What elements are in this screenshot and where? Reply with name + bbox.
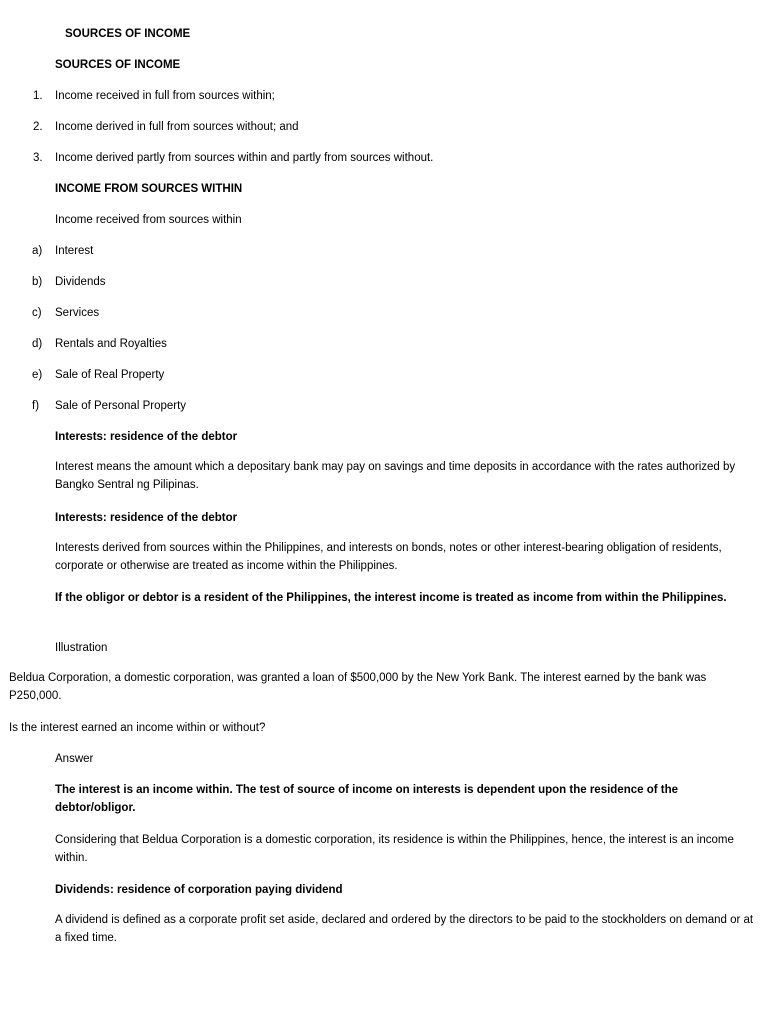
list-marker: f): [32, 400, 40, 412]
list-item-text: Interest: [55, 245, 94, 257]
interest-heading: Interests: residence of the debtor: [55, 431, 238, 443]
list-marker: 2.: [33, 121, 43, 133]
interest-within-paragraph: Interests derived from sources within the Philippines, and interests on bonds, notes or other interest-bearing obligation of residents, corporate or otherwise are treated as income within the Philippines.: [55, 542, 722, 572]
interest-definition-paragraph: Interest means the amount which a depositary bank may pay on savings and time deposits in accordance with the rates authorized by Bangko Sentral ng Pilipinas.: [55, 461, 736, 491]
interest-rule-paragraph: If the obligor or debtor is a resident of the Philippines, the interest income is treated as income from within the Philippines.: [55, 592, 727, 604]
received-within-label: Income received from sources within: [55, 214, 242, 226]
answer-paragraph: The interest is an income within. The test of source of income on interests is dependent upon the residence of the debtor/obligor.: [55, 784, 679, 814]
section-heading-within: INCOME FROM SOURCES WITHIN: [55, 183, 243, 195]
list-item-text: Income derived in full from sources without; and: [55, 121, 299, 133]
list-marker: 3.: [33, 152, 43, 164]
list-marker: e): [32, 369, 43, 381]
interest-heading: Interests: residence of the debtor: [55, 512, 238, 524]
list-item-text: Sale of Real Property: [55, 369, 165, 381]
list-item-text: Sale of Personal Property: [55, 400, 187, 412]
list-marker: b): [32, 276, 43, 288]
list-marker: d): [32, 338, 43, 350]
question-paragraph: Is the interest earned an income within or without?: [9, 722, 266, 734]
list-item-text: Dividends: [55, 276, 106, 288]
dividends-heading: Dividends: residence of corporation paying dividend: [55, 884, 343, 896]
list-marker: 1.: [33, 90, 43, 102]
answer-label: Answer: [55, 753, 94, 765]
considering-paragraph: Considering that Beldua Corporation is a domestic corporation, its residence is within the Philippines, hence, the interest is an income within.: [55, 834, 734, 864]
document-title: SOURCES OF INCOME: [65, 28, 191, 40]
document-subtitle: SOURCES OF INCOME: [55, 59, 181, 71]
list-marker: c): [32, 307, 42, 319]
list-item-text: Rentals and Royalties: [55, 338, 167, 350]
list-item-text: Services: [55, 307, 100, 319]
dividends-definition-paragraph: A dividend is defined as a corporate profit set aside, declared and ordered by the directors to be paid to the stockholders on demand or at a fixed time.: [55, 914, 754, 944]
illustration-paragraph: Beldua Corporation, a domestic corporation, was granted a loan of $500,000 by the New York Bank. The interest earned by the bank was P250,000.: [9, 672, 707, 702]
list-item-text: Income received in full from sources within;: [55, 90, 275, 102]
list-marker: a): [32, 245, 43, 257]
illustration-label: Illustration: [55, 642, 108, 654]
list-item-text: Income derived partly from sources within and partly from sources without.: [55, 152, 434, 164]
